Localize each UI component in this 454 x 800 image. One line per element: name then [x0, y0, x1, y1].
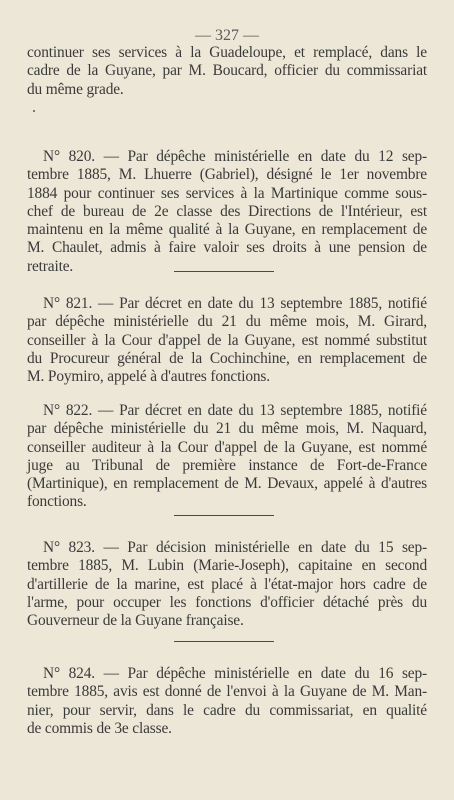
text-line: maintenu en la même qualité à la Guyane, en remplacement de: [27, 221, 427, 239]
paragraph-822: [27, 402, 427, 512]
text-line: par dépêche ministérielle du 21 du même mois, M. Naquard,: [27, 420, 427, 438]
page-number: — 327 —: [195, 27, 259, 44]
paragraph-824: [27, 665, 427, 738]
text-line: du même grade.: [27, 80, 124, 98]
text-line: N° 820. — Par dépêche ministérielle en date du 12 sep-: [43, 148, 427, 165]
text-line: N° 824. — Par dépêche ministérielle en date du 16 sep-: [43, 665, 427, 682]
text-line: par dépêche ministérielle du 21 du même mois, M. Girard,: [27, 313, 427, 331]
text-line: retraite.: [27, 257, 74, 275]
text-line: N° 821. — Par décret en date du 13 septembre 1885, notifié: [43, 295, 427, 312]
text-line: de commis de 3e classe.: [27, 719, 172, 737]
text-line: cadre de la Guyane, par M. Boucard, officier du commissariat: [27, 62, 427, 80]
separator-rule: [174, 641, 274, 642]
text-line: N° 823. — Par décision ministérielle en date du 15 sep-: [43, 539, 427, 556]
paragraph-823: [27, 539, 427, 630]
text-line: tembre 1885, avis est donné de l'envoi à la Guyane de M. Man-: [27, 683, 427, 701]
text-line: M. Chaulet, admis à faire valoir ses droits à une pension de: [27, 239, 427, 257]
text-line: conseiller à la Cour d'appel de la Guyane, est nommé substitut: [27, 331, 427, 349]
separator-rule: [174, 515, 274, 516]
separator-rule: [174, 271, 274, 272]
text-line: l'arme, pour occuper les fonctions d'officier détaché près du: [27, 593, 427, 611]
text-line: chef de bureau de 2e classe des Directions de l'Intérieur, est: [27, 202, 427, 220]
text-line: du Procureur général de la Cochinchine, en remplacement de: [27, 349, 427, 367]
ink-speck: [33, 110, 35, 112]
text-line: tembre 1885, M. Lhuerre (Gabriel), désigné le 1er novembre: [27, 166, 427, 184]
text-line: M. Poymiro, appelé à d'autres fonctions.: [27, 368, 270, 386]
text-line: continuer ses services à la Guadeloupe, et remplacé, dans le: [27, 44, 427, 61]
text-line: Gouverneur de la Guyane française.: [27, 612, 244, 630]
text-line: (Martinique), en remplacement de M. Devaux, appelé à d'autres: [27, 475, 427, 493]
text-line: conseiller auditeur à la Cour d'appel de la Guyane, est nommé: [27, 438, 427, 456]
text-line: juge au Tribunal de première instance de Fort-de-France: [27, 456, 427, 474]
text-line: tembre 1885, M. Lubin (Marie-Joseph), capitaine en second: [27, 557, 427, 575]
paragraph-continuation: [27, 44, 427, 99]
text-line: nier, pour servir, dans le cadre du commissariat, en qualité: [27, 701, 427, 719]
text-line: N° 822. — Par décret en date du 13 septembre 1885, notifié: [43, 402, 427, 419]
text-line: 1884 pour continuer ses services à la Martinique comme sous-: [27, 184, 427, 202]
paragraph-820: [27, 148, 427, 276]
text-line: d'artillerie de la marine, est placé à l'état-major hors cadre de: [27, 575, 427, 593]
paragraph-821: [27, 295, 427, 386]
text-line: fonctions.: [27, 493, 87, 511]
